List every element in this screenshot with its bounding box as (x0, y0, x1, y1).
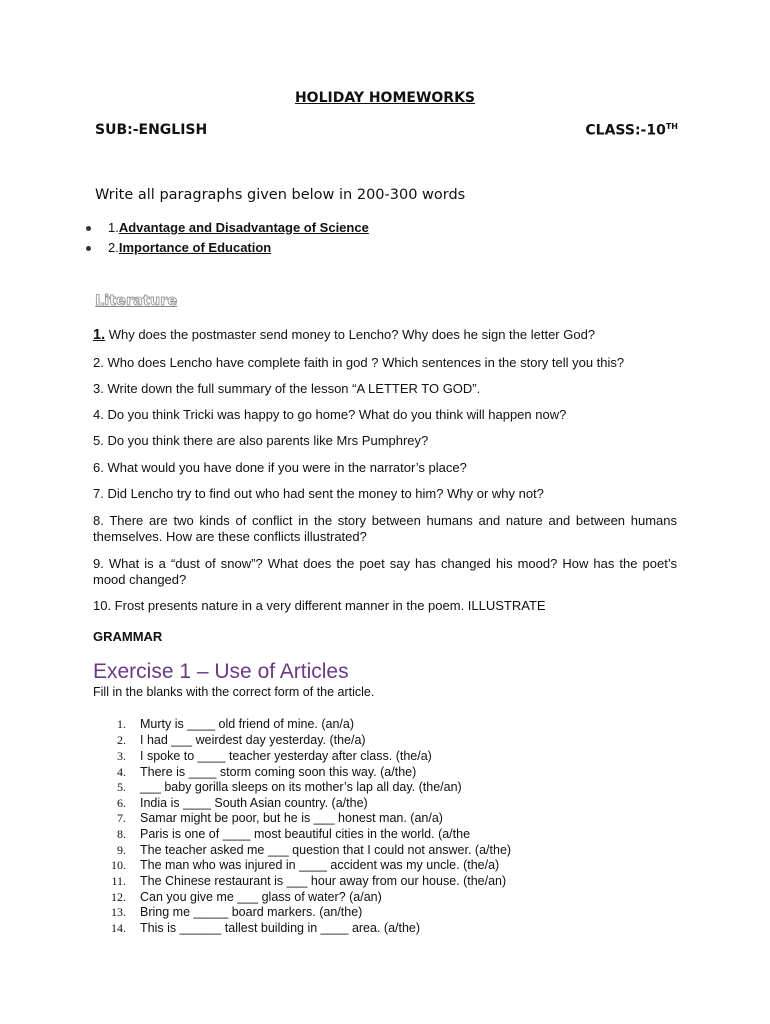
exercise-item-number: 1. (117, 717, 126, 731)
exercise-item-text: I spoke to ____ teacher yesterday after class. (the/a) (140, 749, 432, 763)
literature-heading: Literature (95, 293, 178, 309)
page-title: HOLIDAY HOMEWORKS (294, 90, 476, 106)
exercise-item-text: The teacher asked me ___ question that I could not answer. (a/the) (140, 843, 512, 857)
exercise-item-number: 6. (117, 796, 126, 810)
exercise-instruction: Fill in the blanks with the correct form of the article. (93, 685, 375, 699)
exercise-item-text: Samar might be poor, but he is ___ honest man. (an/a) (140, 811, 443, 825)
exercise-item-number: 7. (117, 811, 126, 825)
exercise-item-text: There is ____ storm coming soon this way. (a/the) (140, 765, 417, 779)
subject-label: SUB:-ENGLISH (95, 122, 208, 138)
item-number: 1. (108, 220, 119, 235)
bullet-icon (86, 246, 91, 251)
question: 5. Do you think there are also parents like Mrs Pumphrey? (93, 433, 429, 448)
exercise-item-number: 14. (111, 921, 126, 935)
question: 2. Who does Lencho have complete faith in god ? Which sentences in the story tell you this? (93, 355, 625, 370)
exercise-item-text: The man who was injured in ____ accident was my uncle. (the/a) (140, 858, 500, 872)
question: 8. There are two kinds of conflict in the story between humans and nature and between humans themselves. How are these conflicts illustrated? (93, 513, 677, 544)
grammar-heading: GRAMMAR (93, 629, 163, 644)
exercise-item-text: This is ______ tallest building in ____ area. (a/the) (140, 921, 421, 935)
item-number: 2. (108, 240, 119, 255)
question-1 (93, 327, 677, 343)
question: 10. Frost presents nature in a very different manner in the poem. ILLUSTRATE (93, 598, 546, 613)
class-label-sup: TH (665, 122, 678, 131)
exercise-item-text: Paris is one of ____ most beautiful cities in the world. (a/the (140, 827, 471, 841)
exercise-item-text: India is ____ South Asian country. (a/the) (140, 796, 368, 810)
item-topic: Importance of Education (118, 240, 272, 255)
question-1-number: 1. (93, 327, 106, 343)
exercise-title: Exercise 1 – Use of Articles (93, 660, 349, 683)
exercise-item-text: Murty is ____ old friend of mine. (an/a) (140, 717, 354, 731)
question: 6. What would you have done if you were in the narrator’s place? (93, 460, 467, 475)
exercise-item-text: Can you give me ___ glass of water? (a/an) (140, 890, 382, 904)
question-1-text: Why does the postmaster send money to Lencho? Why does he sign the letter God? (105, 327, 596, 342)
question: 4. Do you think Tricki was happy to go home? What do you think will happen now? (93, 407, 567, 422)
class-label (585, 122, 678, 139)
exercise-item-number: 10. (111, 858, 126, 872)
exercise-item-number: 3. (117, 749, 126, 763)
exercise-item-text: The Chinese restaurant is ___ hour away from our house. (the/an) (140, 874, 507, 888)
exercise-item-number: 8. (117, 827, 126, 841)
exercise-item-number: 5. (117, 780, 126, 794)
question: 3. Write down the full summary of the lesson “A LETTER TO GOD”. (93, 381, 481, 396)
exercise-item-number: 11. (111, 874, 126, 888)
exercise-item-number: 9. (117, 843, 126, 857)
item-topic: Advantage and Disadvantage of Science (118, 220, 369, 235)
exercise-item-text: I had ___ weirdest day yesterday. (the/a) (140, 733, 366, 747)
class-label-text: CLASS:-10 (585, 122, 666, 139)
paragraph-instruction: Write all paragraphs given below in 200-300 words (95, 187, 466, 203)
question: 7. Did Lencho try to find out who had sent the money to him? Why or why not? (93, 486, 544, 501)
exercise-item-number: 12. (111, 890, 126, 904)
exercise-item-number: 2. (117, 733, 126, 747)
exercise-item-number: 13. (111, 905, 126, 919)
exercise-item-text: ___ baby gorilla sleeps on its mother’s lap all day. (the/an) (140, 780, 462, 794)
bullet-icon (86, 226, 91, 231)
exercise-item-text: Bring me _____ board markers. (an/the) (140, 905, 363, 919)
exercise-item-number: 4. (117, 765, 126, 779)
question: 9. What is a “dust of snow”? What does the poet say has changed his mood? How has the poet’s mood changed? (93, 556, 677, 587)
